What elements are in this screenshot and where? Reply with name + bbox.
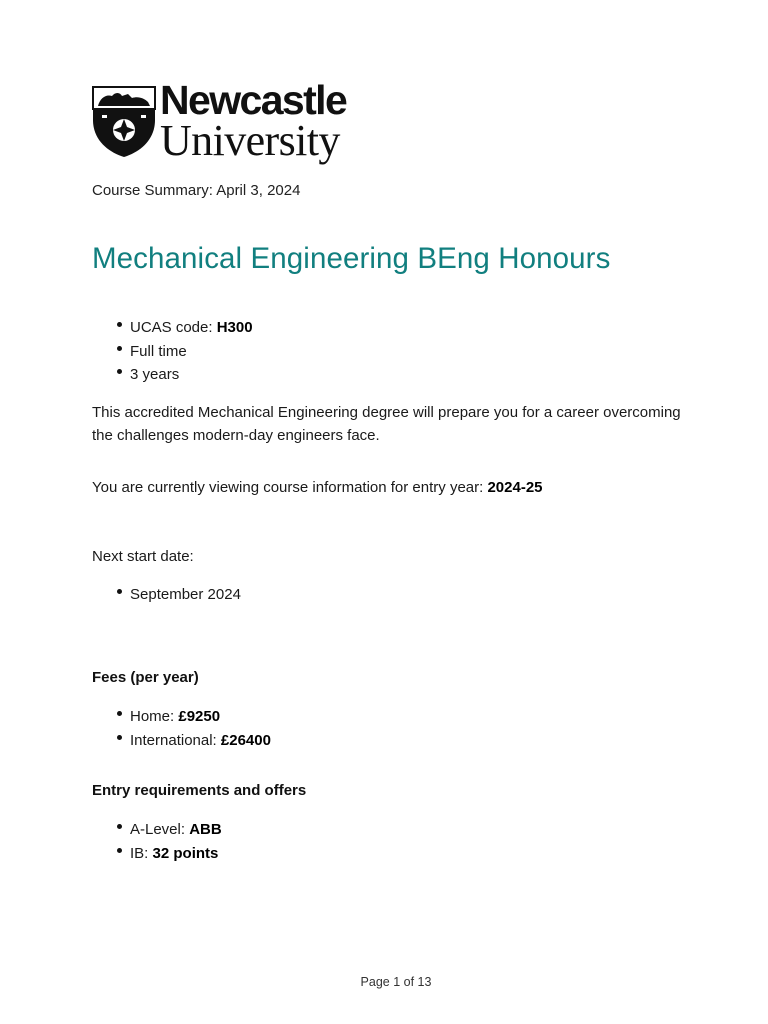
ib-label: IB:: [130, 844, 149, 862]
summary-label: Course Summary:: [92, 182, 213, 199]
list-item: Full time: [112, 340, 253, 364]
fee-home-value: £9250: [178, 708, 221, 725]
page-number: Page 1 of 13: [360, 975, 432, 989]
entry-year-line: [92, 477, 543, 500]
list-item: 3 years: [112, 363, 253, 387]
alevel-label: A-Level:: [130, 821, 186, 838]
fee-intl-value: £26400: [220, 731, 271, 749]
alevel-value: ABB: [189, 821, 222, 838]
entry-requirements-list: [112, 818, 222, 865]
fees-heading: Fees (per year): [92, 669, 199, 686]
list-item: [112, 842, 222, 866]
fee-home-label: Home:: [130, 708, 175, 725]
ib-value: 32 points: [152, 844, 219, 862]
entry-year-value: 2024-25: [487, 479, 543, 496]
fee-intl-label: International:: [130, 731, 217, 749]
ucas-value: H300: [216, 319, 253, 336]
logo-wordmark-line1: Newcastle: [160, 77, 347, 123]
start-date-label: Next start date:: [92, 548, 194, 565]
course-facts-list: [112, 316, 253, 387]
list-item: [112, 818, 222, 842]
university-logo: [92, 77, 384, 166]
list-item: September 2024: [112, 583, 241, 607]
list-item: [112, 729, 271, 753]
fees-list: [112, 705, 271, 752]
university-crest-icon: [92, 86, 156, 158]
entry-year-label: You are currently viewing course information for entry year:: [92, 479, 484, 496]
summary-date: April 3, 2024: [216, 182, 301, 199]
course-summary-date: [92, 182, 300, 199]
ucas-label: UCAS code:: [130, 319, 213, 336]
page-title: Mechanical Engineering BEng Honours: [92, 242, 611, 275]
list-item: [112, 316, 253, 340]
list-item: [112, 705, 271, 729]
course-description: This accredited Mechanical Engineering degree will prepare you for a career overcoming the challenges modern-day engineers face.: [92, 404, 681, 444]
entry-requirements-heading: Entry requirements and offers: [92, 782, 307, 799]
logo-wordmark-line2: University: [160, 116, 340, 165]
start-date-list: [112, 583, 241, 607]
